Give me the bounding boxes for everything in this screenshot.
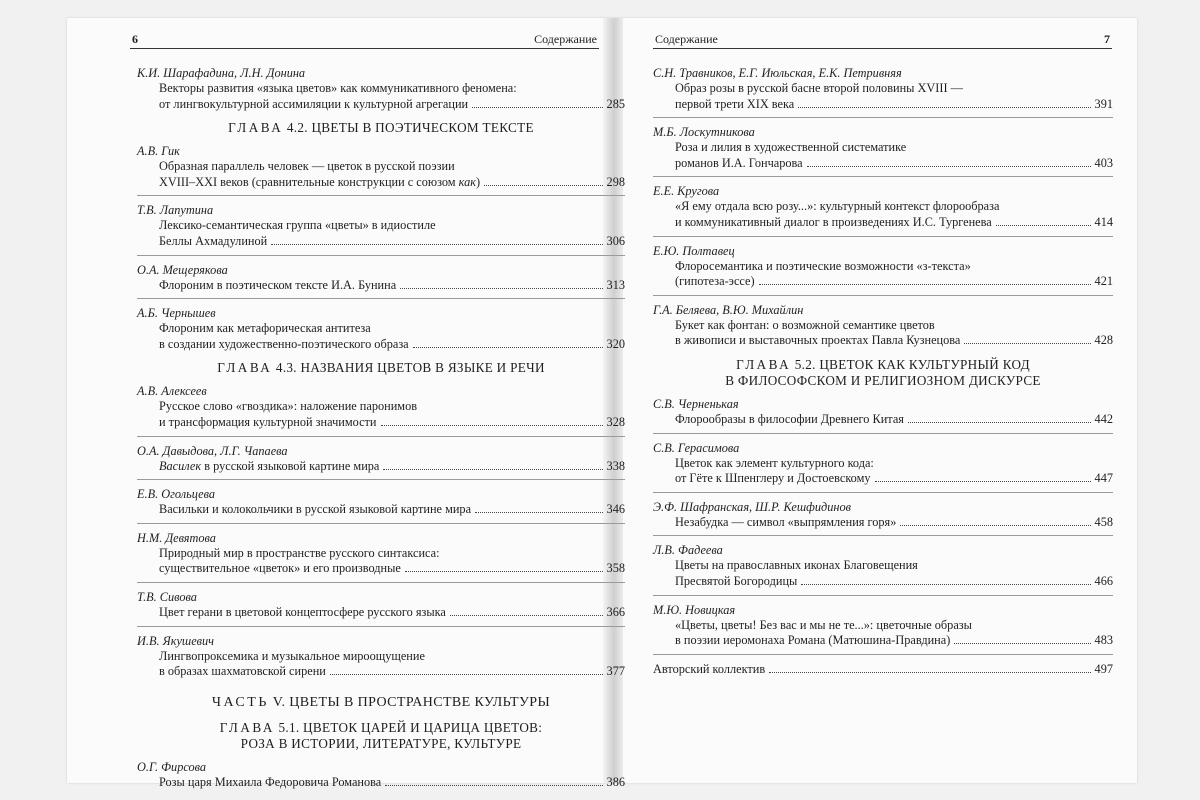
entry-title-text: и коммуникативный диалог в произведениях И.С. Тургенева [675,214,992,229]
toc-entry [653,603,1113,649]
entry-title-text: первой трети XIX века [675,96,795,111]
entry-separator [653,117,1113,118]
entry-page-number: 447 [1094,471,1113,486]
entry-title-line: Образная параллель человек — цветок в русской поэзии [159,159,455,174]
toc-entry [137,590,625,621]
entry-author: Г.А. Беляева, В.Ю. Михайлин [653,302,804,317]
entry-title-line: Флоросемантика и поэтические возможности «з-текста» [675,258,971,273]
running-head: Содержание [655,32,718,46]
entry-page-number: 358 [606,561,625,576]
header-rule [653,48,1112,49]
entry-separator [653,492,1113,493]
entry-separator [137,298,625,299]
entry-page-number: 377 [606,664,625,679]
entry-page-number: 320 [606,336,625,351]
entry-page-number: 366 [606,604,625,619]
toc-entry [137,531,625,577]
running-head: Содержание [534,32,597,46]
chapter-title: 4.3. НАЗВАНИЯ ЦВЕТОВ В ЯЗЫКЕ И РЕЧИ [275,360,545,376]
entry-title-last-line [137,775,625,791]
entry-separator [137,436,625,437]
entry-title-last-line [653,333,1113,349]
dot-leader [475,512,603,513]
entry-title-last-line [653,633,1113,649]
entry-title-text: существительное «цветок» и его производные [159,561,401,576]
entry-separator [137,626,625,627]
entry-author: Л.В. Фадеева [653,543,723,558]
entry-author: С.Н. Травников, Е.Г. Июльская, Е.К. Петривняя [653,66,902,80]
entry-title-last-line [137,337,625,353]
entry-title-line: Лингвопроксемика и музыкальное мироощущение [159,648,425,663]
entry-title-line: Роза и лилия в художественной систематике [675,140,907,155]
dot-leader [330,674,603,675]
toc-entry [137,306,625,352]
entry-title-last-line [653,515,1113,531]
entry-separator [137,195,625,196]
entry-title-last-line [137,278,625,294]
entry-title-text: Авторский коллектив [653,661,766,676]
entry-title-last-line [653,215,1113,231]
entry-separator [653,654,1113,655]
entry-title-last-line [137,502,625,518]
toc-entry [653,303,1113,349]
entry-page-number: 338 [606,458,625,473]
chapter-word: ГЛАВА [217,360,273,376]
entry-author: С.В. Герасимова [653,440,740,455]
dot-leader [450,615,603,616]
toc-entry [653,66,1113,112]
dot-leader [271,244,602,245]
toc-entry [137,144,625,190]
entry-page-number: 466 [1094,573,1113,588]
entry-separator [653,176,1113,177]
part-word: ЧАСТЬ [211,694,269,710]
entry-author: О.А. Давыдова, Л.Г. Чапаева [137,443,288,458]
toc-entry [653,397,1113,428]
right-page [633,18,1113,783]
dot-leader [472,107,602,108]
entry-author: К.И. Шарафадина, Л.Н. Донина [137,66,306,80]
page-number: 7 [1104,32,1110,46]
entry-title-last-line [137,605,625,621]
entry-title-text: Флороним в поэтическом тексте И.А. Бунина [159,277,397,292]
page-number: 6 [132,32,138,46]
entry-page-number: 313 [606,277,625,292]
chapter-word: ГЛАВА [219,719,275,735]
dot-leader [769,672,1090,673]
chapter-word: ГЛАВА [228,120,284,136]
entry-separator [653,295,1113,296]
header-rule [130,48,599,49]
entry-separator [137,582,625,583]
dot-leader [385,785,602,786]
entry-page-number: 483 [1094,633,1113,648]
entry-separator [137,479,625,480]
toc-entry [653,500,1113,531]
dot-leader [400,288,602,289]
entry-title-last-line [137,415,625,431]
entry-title-line: Русское слово «гвоздика»: наложение паронимов [159,399,418,414]
toc-entry [137,384,625,430]
entry-author: И.В. Якушевич [137,633,214,648]
entry-title-line: Природный мир в пространстве русского синтаксиса: [159,545,440,560]
chapter-heading [137,120,625,136]
entry-page-number: 285 [606,96,625,111]
entry-title-text: Василек в русской языковой картине мира [159,458,380,473]
toc-entry [137,634,625,680]
entry-title-last-line [137,97,625,113]
toc-entry [653,125,1113,171]
dot-leader [405,571,603,572]
entry-author: С.В. Черненькая [653,396,739,411]
entry-title-last-line [653,471,1113,487]
entry-author: Е.Ю. Полтавец [653,243,735,258]
entry-author: А.В. Гик [137,144,180,159]
entry-page-number: 442 [1094,411,1113,426]
toc-entry [653,441,1113,487]
entry-page-number: 391 [1094,96,1113,111]
entry-title-line: «Я ему отдала всю розу...»: культурный контекст флорообраза [675,199,1000,214]
entry-title-text: (гипотеза-эссе) [675,274,755,289]
entry-separator [653,595,1113,596]
dot-leader [759,284,1091,285]
entry-page-number: 497 [1094,661,1113,676]
italic-term: Василек [159,458,202,473]
entry-author: М.Б. Лоскутникова [653,125,755,140]
chapter-word: ГЛАВА [736,356,792,372]
entry-page-number: 414 [1094,214,1113,229]
entry-author: Е.В. Огольцева [137,487,216,502]
entry-separator [653,236,1113,237]
toc-entry [653,543,1113,589]
entry-title-text: романов И.А. Гончарова [675,155,803,170]
dot-leader [964,343,1090,344]
entry-author: Э.Ф. Шафранская, Ш.Р. Кешфидинов [653,499,851,514]
entry-title-text: Цвет герани в цветовой концептосфере русского языка [159,604,446,619]
dot-leader [996,225,1091,226]
entry-title-last-line [653,156,1113,172]
entry-title-text: Пресвятой Богородицы [675,573,798,588]
entry-title-last-line [137,234,625,250]
entry-title-text: в живописи и выставочных проектах Павла Кузнецова [675,333,961,348]
toc-entry [137,203,625,249]
dot-leader [484,185,602,186]
entry-separator [653,535,1113,536]
entry-author: Е.Е. Кругова [653,184,720,199]
dot-leader [900,525,1090,526]
entry-author: О.Г. Фирсова [137,759,207,774]
entry-page-number: 428 [1094,333,1113,348]
entry-title-last-line [137,664,625,680]
entry-title-line: «Цветы, цветы! Без вас и мы не те...»: цветочные образы [675,617,972,632]
entry-title-last-line [137,561,625,577]
toc-entry [137,760,625,791]
part-title: V. ЦВЕТЫ В ПРОСТРАНСТВЕ КУЛЬТУРЫ [272,694,551,710]
toc-entry [137,487,625,518]
entry-author: А.Б. Чернышев [137,306,216,321]
entry-separator [653,433,1113,434]
entry-title-text: Беллы Ахмадулиной [159,233,268,248]
entry-title-last-line [653,412,1113,428]
entry-page-number: 298 [606,174,625,189]
entry-author: Т.В. Лапутина [137,203,214,218]
dot-leader [875,481,1091,482]
toc-entry-collective [653,662,1113,678]
chapter-heading [137,360,625,376]
entry-title-line: Букет как фонтан: о возможной семантике цветов [675,317,935,332]
part-heading [137,694,625,712]
chapter-subtitle: В ФИЛОСОФСКОМ И РЕЛИГИОЗНОМ ДИСКУРСЕ [725,372,1041,388]
table-of-contents [653,66,1113,677]
entry-title-last-line [653,574,1113,590]
toc-entry [653,244,1113,290]
italic-term: как [458,174,477,189]
entry-page-number: 346 [606,502,625,517]
entry-title-text: и трансформация культурной значимости [159,414,377,429]
entry-title-text: от Гёте к Шпенглеру и Достоевскому [675,471,871,486]
chapter-subtitle: РОЗА В ИСТОРИИ, ЛИТЕРАТУРЕ, КУЛЬТУРЕ [240,735,522,751]
toc-entry [137,444,625,475]
dot-leader [413,347,603,348]
chapter-heading [653,357,1113,389]
entry-title-last-line [653,97,1113,113]
entry-title-text: XVIII–XXI веков (сравнительные конструкции с союзом как) [159,174,481,189]
entry-author: О.А. Мещерякова [137,262,228,277]
dot-leader [381,425,603,426]
toc-entry [137,66,625,112]
entry-title-line: Лексико-семантическая группа «цветы» в идиостиле [159,218,436,233]
entry-title-line: Цветы на православных иконах Благовещения [675,558,918,573]
dot-leader [801,584,1090,585]
toc-entry [137,263,625,294]
entry-page-number: 458 [1094,514,1113,529]
entry-author: Н.М. Девятова [137,530,216,545]
entry-title-text: в поэзии иеромонаха Романа (Матюшина-Правдина) [675,633,951,648]
dot-leader [383,469,602,470]
entry-page-number: 328 [606,414,625,429]
entry-title-text: Флорообразы в философии Древнего Китая [675,411,904,426]
chapter-title: 5.1. ЦВЕТОК ЦАРЕЙ И ЦАРИЦА ЦВЕТОВ: [278,719,543,735]
entry-title-line: Цветок как элемент культурного кода: [675,455,874,470]
entry-author: М.Ю. Новицкая [653,602,736,617]
chapter-heading [137,720,625,752]
entry-title-text: Васильки и колокольчики в русской языковой картине мира [159,502,472,517]
entry-title-line: Векторы развития «языка цветов» как коммуникативного феномена: [159,81,517,95]
entry-title-text: от лингвокультурной ассимиляции к культурной агрегации [159,96,469,111]
dot-leader [807,166,1091,167]
entry-author: А.В. Алексеев [137,384,207,399]
entry-title-text: в создании художественно-поэтического образа [159,336,409,351]
entry-separator [137,523,625,524]
entry-title-line: Образ розы в русской басне второй половины XVIII — [675,81,963,95]
toc-entry [653,184,1113,230]
page-header [633,32,1108,50]
entry-title-last-line [137,175,625,191]
chapter-title: 5.2. ЦВЕТОК КАК КУЛЬТУРНЫЙ КОД [794,356,1030,372]
dot-leader [908,422,1091,423]
entry-title-line: Флороним как метафорическая антитеза [159,321,371,336]
left-page [78,18,625,789]
entry-title-last-line [137,459,625,475]
entry-title-text: Незабудка — символ «выпрямления горя» [675,514,897,529]
entry-separator [137,255,625,256]
entry-author: Т.В. Сивова [137,589,197,604]
entry-title-text: Розы царя Михаила Федоровича Романова [159,774,382,789]
entry-page-number: 403 [1094,155,1113,170]
entry-page-number: 306 [606,233,625,248]
page-header [78,32,597,50]
entry-title-last-line [653,274,1113,290]
table-of-contents [137,66,625,794]
entry-page-number: 421 [1094,274,1113,289]
chapter-title: 4.2. ЦВЕТЫ В ПОЭТИЧЕСКОМ ТЕКСТЕ [286,120,534,136]
dot-leader [954,643,1090,644]
entry-page-number: 386 [606,774,625,789]
dot-leader [798,107,1090,108]
entry-title-text: в образах шахматовской сирени [159,664,326,679]
